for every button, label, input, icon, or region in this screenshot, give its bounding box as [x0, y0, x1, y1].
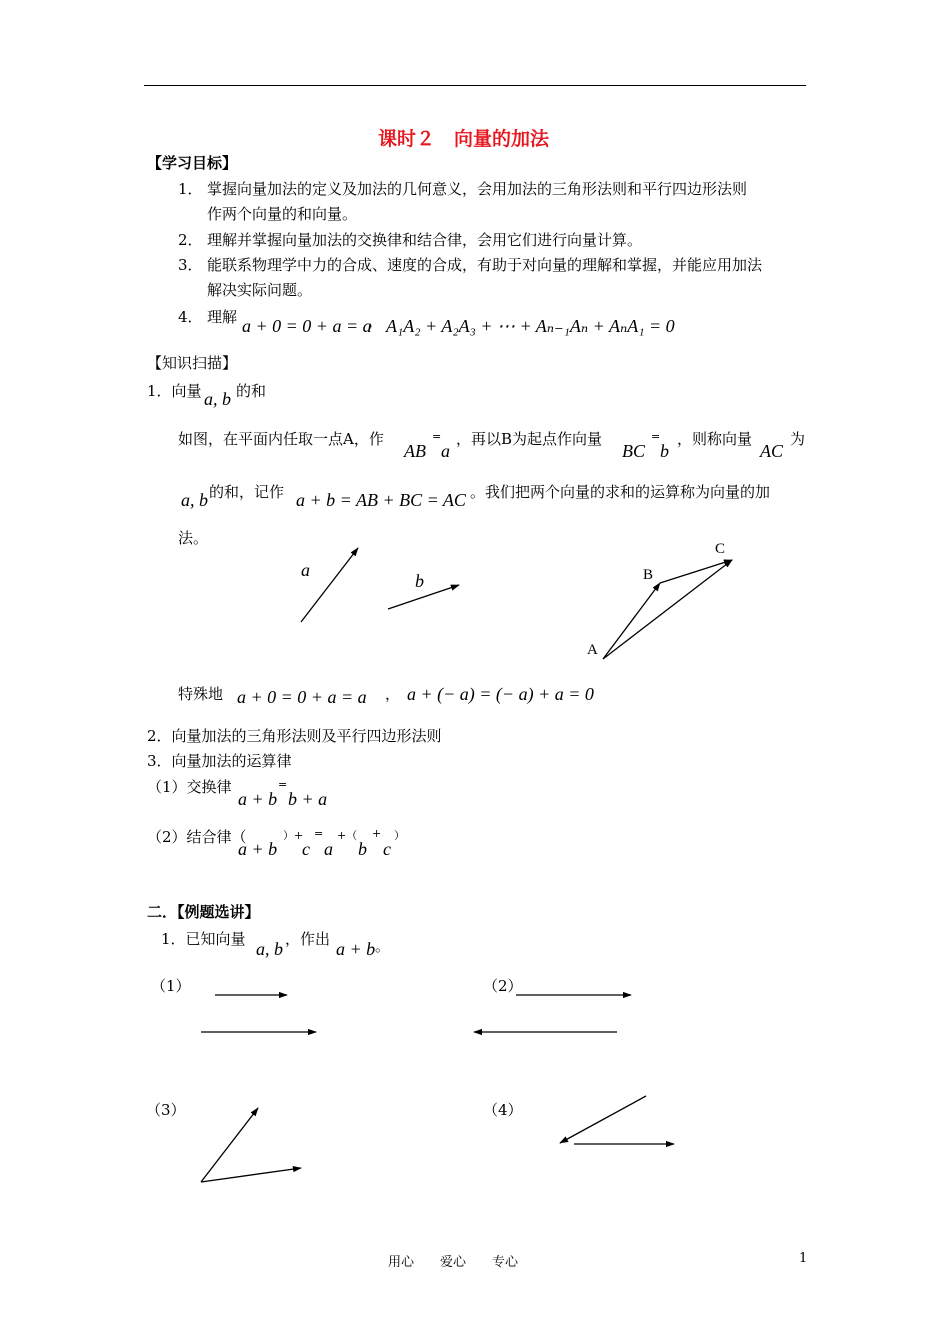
law-associative-a: a — [324, 839, 333, 859]
definition-a-vec: a — [441, 441, 450, 461]
law-associative-c: c — [302, 839, 310, 859]
special-formula-2: a + (− a) = (− a) + a = 0 — [407, 684, 594, 704]
vector-a-arrow — [301, 548, 358, 622]
fig-label-A: A — [587, 642, 598, 658]
scan-p3: 3．向量加法的运算律 — [147, 752, 292, 770]
definition-eq-1: = — [432, 430, 442, 443]
goal-3-line-2: 解决实际问题。 — [207, 281, 313, 299]
example-1-end: 。 — [375, 937, 391, 955]
law-associative-plus3: + — [372, 827, 382, 840]
case-2-label: （2） — [483, 977, 523, 995]
fig-label-B: B — [643, 567, 654, 583]
definition3-text: 法。 — [178, 529, 209, 547]
goals-heading: 【学习目标】 — [147, 154, 238, 172]
goal-4-formula-polygon: A₁A₂ + A₂A₃ + ⋯ + Aₙ₋₁Aₙ + AₙA₁ = 0 — [386, 316, 675, 336]
case-1-label: （1） — [151, 977, 191, 995]
example-1-text-a: 1．已知向量 — [161, 930, 246, 948]
definition-text-d: 为 — [790, 430, 806, 448]
scan-p1-ab: a, b — [204, 389, 231, 409]
special-label: 特殊地 — [178, 685, 224, 703]
special-formula-1: a + 0 = 0 + a = a — [237, 687, 367, 707]
vector-AC-arrow — [603, 560, 732, 659]
goal-1-line-2: 作两个向量的和向量。 — [207, 205, 358, 223]
definition-text-b: ，再以B为起点作向量 — [456, 430, 603, 448]
definition2-text-b: 。我们把两个向量的求和的运算称为向量的加 — [470, 483, 771, 501]
law-associative-close: ） — [394, 829, 405, 842]
law-associative-plus2: +（ — [337, 829, 358, 842]
definition-AC: AC — [760, 441, 784, 461]
case-3-vector-a — [201, 1108, 258, 1182]
definition2-ab: a, b — [181, 490, 208, 510]
example-1-sum: a + b — [336, 939, 376, 959]
scan-p2: 2．向量加法的三角形法则及平行四边形法则 — [147, 727, 442, 745]
definition2-formula: a + b = AB + BC = AC — [296, 490, 466, 510]
law-commutative-eq: = — [278, 778, 288, 791]
case-4-vector-a — [560, 1096, 646, 1143]
law-associative-b: b — [358, 839, 367, 859]
law-associative-eq: = — [314, 827, 324, 840]
example-1-text-b: ，作出 — [285, 930, 331, 948]
law-associative-c2: c — [383, 839, 391, 859]
definition2-text-a: 的和，记作 — [209, 483, 285, 501]
law-commutative-left: a + b — [238, 789, 278, 809]
goal-4-separator: ， — [368, 312, 384, 330]
fig-label-a: a — [301, 560, 310, 580]
goal-3-line-1: 能联系物理学中力的合成、速度的合成，有助于对向量的理解和掌握，并能应用加法 — [207, 256, 763, 274]
lesson-title: 课时２ 向量的加法 — [378, 128, 550, 150]
page-number: 1 — [799, 1251, 808, 1266]
definition-eq-2: = — [651, 430, 661, 443]
scan-p1-tail: 的和 — [236, 382, 267, 400]
vector-BC-arrow — [660, 560, 732, 583]
definition-text-c: ，则称向量 — [677, 430, 753, 448]
definition-text-a: 如图，在平面内任取一点A，作 — [178, 430, 384, 448]
case-3-vector-b — [201, 1168, 301, 1182]
goal-2-line-1: 理解并掌握向量加法的交换律和结合律，会用它们进行向量计算。 — [207, 231, 643, 249]
law-associative-label: （2）结合律（ — [147, 828, 247, 846]
scan-heading: 【知识扫描】 — [147, 354, 238, 372]
law-associative-plus: ）+ — [283, 829, 304, 842]
definition-AB: AB — [404, 441, 426, 461]
goal-4-num: 4． — [178, 308, 203, 326]
goal-3-num: 3． — [178, 256, 203, 274]
vector-b-arrow — [388, 585, 459, 609]
goal-1-line-1: 掌握向量加法的定义及加法的几何意义，会用加法的三角形法则和平行四边形法则 — [207, 180, 748, 198]
special-separator: ， — [385, 685, 401, 703]
goal-4-line-1: 理解 — [207, 308, 238, 326]
law-commutative-label: （1）交换律 — [147, 778, 232, 796]
definition-b-vec: b — [660, 441, 669, 461]
fig-label-C: C — [715, 541, 726, 557]
scan-p1-label: 1．向量 — [147, 382, 202, 400]
case-4-label: （4） — [483, 1101, 523, 1119]
goal-2-num: 2． — [178, 231, 203, 249]
case-3-label: （3） — [146, 1101, 186, 1119]
fig-label-b: b — [415, 571, 424, 591]
law-commutative-right: b + a — [288, 789, 328, 809]
example-1-ab: a, b — [256, 939, 283, 959]
law-associative-ab: a + b — [238, 839, 278, 859]
footer-motto: 用心 爱心 专心 — [388, 1255, 519, 1270]
examples-heading: 二．【例题选讲】 — [147, 903, 260, 921]
goal-4-formula-identity: a + 0 = 0 + a = a — [242, 316, 372, 336]
goal-1-num: 1． — [178, 180, 203, 198]
definition-BC: BC — [622, 441, 646, 461]
